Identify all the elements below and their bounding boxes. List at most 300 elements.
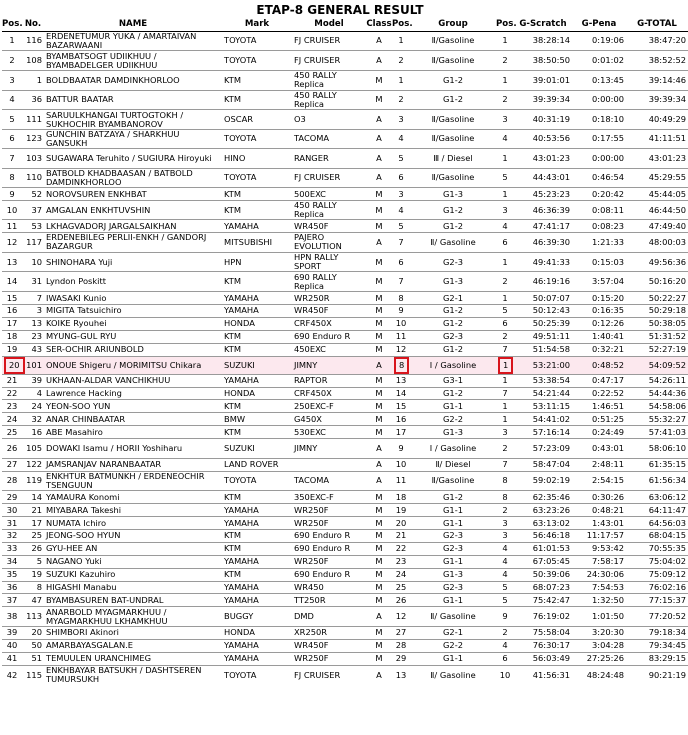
cell-name: MIYABARA Takeshi [44, 504, 222, 517]
cell-g-pena: 24:30:06 [572, 568, 626, 581]
cell-mark: TOYOTA [222, 168, 292, 188]
cell-pos: 5 [2, 110, 22, 130]
cell-group: G2-2 [410, 413, 496, 426]
cell-no: 39 [22, 374, 44, 387]
cell-no: 14 [22, 491, 44, 504]
cell-class: M [366, 252, 392, 272]
cell-g-pena: 0:18:10 [572, 110, 626, 130]
table-body [2, 31, 688, 685]
cell-model: FJ CRUISER [292, 665, 366, 685]
cell-pos: 42 [2, 665, 22, 685]
cell-pos: 34 [2, 555, 22, 568]
results-table [2, 17, 688, 685]
cell-mark: YAMAHA [222, 305, 292, 318]
cell-class-pos: 3 [392, 188, 410, 201]
cell-g-scratch: 57:16:14 [514, 426, 572, 439]
cell-name: NOROVSUREN ENKHBAT [44, 188, 222, 201]
cell-class: A [366, 233, 392, 253]
cell-g-total: 54:44:36 [626, 387, 688, 400]
cell-name: DOWAKI Isamu / HORII Yoshiharu [44, 439, 222, 459]
cell-group-pos: 1 [496, 31, 514, 51]
cell-model: WR450F [292, 639, 366, 652]
cell-pos: 9 [2, 188, 22, 201]
cell-no: 13 [22, 317, 44, 330]
cell-no: 10 [22, 252, 44, 272]
cell-g-total: 45:29:55 [626, 168, 688, 188]
cell-model: WR450F [292, 220, 366, 233]
cell-group-pos: 2 [496, 272, 514, 292]
table-row [2, 387, 688, 400]
cell-no: 23 [22, 330, 44, 343]
cell-g-scratch: 76:30:17 [514, 639, 572, 652]
table-row [2, 343, 688, 356]
cell-no: 119 [22, 471, 44, 491]
cell-pos: 8 [2, 168, 22, 188]
cell-g-scratch: 53:38:54 [514, 374, 572, 387]
cell-g-pena: 0:47:17 [572, 374, 626, 387]
cell-name: ENKHTUR BATMUNKH / ERDENEOCHIR TSENGUUN [44, 471, 222, 491]
cell-group-pos: 2 [496, 439, 514, 459]
cell-mark: KTM [222, 568, 292, 581]
cell-g-pena: 7:58:17 [572, 555, 626, 568]
cell-group-pos: 5 [496, 168, 514, 188]
cell-group-pos: 1 [496, 400, 514, 413]
cell-group: G2-1 [410, 292, 496, 305]
cell-class-pos: 2 [392, 51, 410, 71]
cell-model: WR450F [292, 305, 366, 318]
cell-g-scratch: 53:21:00 [514, 356, 572, 374]
cell-name: JEONG-SOO HYUN [44, 530, 222, 543]
cell-g-pena: 2:54:15 [572, 471, 626, 491]
cell-mark: YAMAHA [222, 517, 292, 530]
cell-g-total: 79:34:45 [626, 639, 688, 652]
cell-class-pos: 13 [392, 374, 410, 387]
cell-class: A [366, 51, 392, 71]
cell-g-total: 47:49:40 [626, 220, 688, 233]
cell-group-pos: 9 [496, 607, 514, 627]
table-row [2, 581, 688, 594]
cell-group-pos: 3 [496, 110, 514, 130]
cell-pos: 31 [2, 517, 22, 530]
cell-g-total: 77:20:52 [626, 607, 688, 627]
cell-group-pos: 4 [496, 639, 514, 652]
cell-g-scratch: 62:35:46 [514, 491, 572, 504]
cell-group: Ⅱ/Gasoline [410, 168, 496, 188]
cell-group-pos: 1 [496, 148, 514, 168]
cell-name: YEON-SOO YUN [44, 400, 222, 413]
table-row [2, 129, 688, 148]
cell-mark: KTM [222, 530, 292, 543]
cell-g-pena: 1:01:50 [572, 607, 626, 627]
cell-group-pos: 1 [496, 188, 514, 201]
cell-group: G2-1 [410, 627, 496, 640]
cell-mark: YAMAHA [222, 581, 292, 594]
cell-g-total: 46:44:50 [626, 201, 688, 220]
cell-pos: 21 [2, 374, 22, 387]
cell-class-pos: 12 [392, 343, 410, 356]
cell-mark: KTM [222, 400, 292, 413]
table-row [2, 305, 688, 318]
cell-group: G1-2 [410, 491, 496, 504]
cell-group: Ⅱ/ Diesel [410, 458, 496, 471]
cell-model: JIMNY [292, 356, 366, 374]
cell-no: 113 [22, 607, 44, 627]
cell-pos: 30 [2, 504, 22, 517]
cell-no: 19 [22, 568, 44, 581]
cell-class: A [366, 129, 392, 148]
cell-group: G1-2 [410, 305, 496, 318]
cell-g-scratch: 63:13:02 [514, 517, 572, 530]
cell-class: M [366, 413, 392, 426]
cell-class-pos: 11 [392, 471, 410, 491]
cell-g-scratch: 46:19:16 [514, 272, 572, 292]
table-row [2, 317, 688, 330]
cell-g-scratch: 43:01:23 [514, 148, 572, 168]
cell-name: YAMAURA Konomi [44, 491, 222, 504]
cell-g-total: 58:06:10 [626, 439, 688, 459]
cell-no: 105 [22, 439, 44, 459]
cell-class: A [366, 148, 392, 168]
cell-group: G2-3 [410, 530, 496, 543]
cell-pos: 1 [2, 31, 22, 51]
cell-g-total: 54:58:06 [626, 400, 688, 413]
cell-pos: 23 [2, 400, 22, 413]
cell-pos: 35 [2, 568, 22, 581]
cell-no: 8 [22, 581, 44, 594]
cell-class-pos: 20 [392, 517, 410, 530]
cell-group: G1-2 [410, 317, 496, 330]
cell-mark: KTM [222, 491, 292, 504]
cell-g-scratch: 46:39:30 [514, 233, 572, 253]
cell-group: G1-3 [410, 272, 496, 292]
cell-pos: 38 [2, 607, 22, 627]
cell-g-total: 61:35:15 [626, 458, 688, 471]
cell-g-scratch: 50:39:06 [514, 568, 572, 581]
cell-no: 31 [22, 272, 44, 292]
cell-name: MIGITA Tatsuichiro [44, 305, 222, 318]
cell-group: G2-3 [410, 542, 496, 555]
cell-name: IWASAKI Kunio [44, 292, 222, 305]
cell-g-scratch: 75:42:47 [514, 594, 572, 607]
table-row [2, 568, 688, 581]
cell-g-total: 64:56:03 [626, 517, 688, 530]
cell-class: M [366, 305, 392, 318]
cell-g-scratch: 38:50:50 [514, 51, 572, 71]
cell-class: A [366, 471, 392, 491]
header-name: NAME [44, 17, 222, 31]
cell-class-pos: 17 [392, 426, 410, 439]
cell-g-pena: 0:20:42 [572, 188, 626, 201]
cell-class-pos: 26 [392, 594, 410, 607]
cell-name: GUNCHIN BATZAYA / SHARKHUU GANSUKH [44, 129, 222, 148]
cell-g-total: 39:14:46 [626, 70, 688, 90]
cell-group: G1-1 [410, 594, 496, 607]
cell-g-scratch: 56:46:18 [514, 530, 572, 543]
cell-model: 500EXC [292, 188, 366, 201]
cell-group-pos: 4 [496, 542, 514, 555]
cell-g-scratch: 49:41:33 [514, 252, 572, 272]
cell-g-total: 75:09:12 [626, 568, 688, 581]
cell-no: 47 [22, 594, 44, 607]
cell-class-pos: 28 [392, 639, 410, 652]
cell-no: 50 [22, 639, 44, 652]
cell-group-pos: 2 [496, 504, 514, 517]
cell-group: Ⅱ/ Gasoline [410, 607, 496, 627]
cell-g-pena: 0:15:20 [572, 292, 626, 305]
cell-class-pos [392, 356, 410, 374]
cell-g-pena: 0:30:26 [572, 491, 626, 504]
cell-name: HIGASHI Manabu [44, 581, 222, 594]
table-row [2, 413, 688, 426]
cell-no: 4 [22, 387, 44, 400]
cell-group: G1-1 [410, 400, 496, 413]
cell-model: 690 Enduro R [292, 568, 366, 581]
cell-g-total: 54:09:52 [626, 356, 688, 374]
cell-g-total: 40:49:29 [626, 110, 688, 130]
cell-g-pena: 1:43:01 [572, 517, 626, 530]
cell-mark: KTM [222, 70, 292, 90]
cell-mark: KTM [222, 330, 292, 343]
cell-name: BOLDBAATAR DAMDINKHORLOO [44, 70, 222, 90]
cell-g-pena: 0:22:52 [572, 387, 626, 400]
cell-g-pena: 3:04:28 [572, 639, 626, 652]
cell-g-total: 50:38:05 [626, 317, 688, 330]
cell-model: 250EXC-F [292, 400, 366, 413]
cell-g-total: 76:02:16 [626, 581, 688, 594]
cell-group-pos: 6 [496, 233, 514, 253]
table-row [2, 652, 688, 665]
cell-class: A [366, 439, 392, 459]
cell-mark: KTM [222, 542, 292, 555]
cell-g-scratch: 45:23:23 [514, 188, 572, 201]
cell-group: G1-1 [410, 652, 496, 665]
table-row [2, 168, 688, 188]
table-row [2, 439, 688, 459]
cell-group-pos: 1 [496, 413, 514, 426]
table-row [2, 374, 688, 387]
cell-group: G2-3 [410, 581, 496, 594]
cell-g-scratch: 56:03:49 [514, 652, 572, 665]
cell-g-total: 75:04:02 [626, 555, 688, 568]
cell-model: 450 RALLY Replica [292, 70, 366, 90]
cell-class: M [366, 201, 392, 220]
cell-class: M [366, 292, 392, 305]
cell-no: 36 [22, 90, 44, 110]
cell-g-pena: 0:43:01 [572, 439, 626, 459]
cell-g-pena: 0:17:55 [572, 129, 626, 148]
cell-class-pos: 29 [392, 652, 410, 665]
cell-pos: 4 [2, 90, 22, 110]
cell-group-pos: 3 [496, 517, 514, 530]
cell-class-pos: 4 [392, 201, 410, 220]
cell-name: ANARBOLD MYAGMARKHUU / MYAGMARKHUU LKHAMKHUU [44, 607, 222, 627]
cell-model: 690 Enduro R [292, 530, 366, 543]
cell-g-scratch: 38:28:14 [514, 31, 572, 51]
cell-model: DMD [292, 607, 366, 627]
cell-g-pena: 48:24:48 [572, 665, 626, 685]
cell-g-scratch: 54:21:44 [514, 387, 572, 400]
cell-pos: 16 [2, 305, 22, 318]
cell-group-pos: 2 [496, 330, 514, 343]
cell-group: G2-3 [410, 252, 496, 272]
cell-model: PAJERO EVOLUTION [292, 233, 366, 253]
table-row [2, 292, 688, 305]
cell-g-scratch: 51:54:58 [514, 343, 572, 356]
cell-g-scratch: 39:39:34 [514, 90, 572, 110]
cell-name: BYAMBASUREN BAT-UNDRAL [44, 594, 222, 607]
cell-class: M [366, 400, 392, 413]
cell-class-pos: 7 [392, 272, 410, 292]
cell-mark: YAMAHA [222, 555, 292, 568]
cell-pos: 2 [2, 51, 22, 71]
cell-class: A [366, 665, 392, 685]
cell-g-total: 55:32:27 [626, 413, 688, 426]
cell-class-pos: 21 [392, 530, 410, 543]
table-row [2, 70, 688, 90]
cell-group-pos [496, 356, 514, 374]
cell-g-scratch: 39:01:01 [514, 70, 572, 90]
cell-no: 111 [22, 110, 44, 130]
cell-g-total: 79:18:34 [626, 627, 688, 640]
cell-mark: MITSUBISHI [222, 233, 292, 253]
table-row [2, 517, 688, 530]
cell-mark: KTM [222, 201, 292, 220]
cell-mark: LAND ROVER [222, 458, 292, 471]
cell-class-pos: 22 [392, 542, 410, 555]
cell-mark: HONDA [222, 627, 292, 640]
cell-group-pos: 5 [496, 305, 514, 318]
header-group-pos: Pos. [496, 17, 514, 31]
cell-pos: 6 [2, 129, 22, 148]
cell-g-scratch: 53:11:15 [514, 400, 572, 413]
cell-class-pos: 13 [392, 665, 410, 685]
cell-mark: YAMAHA [222, 220, 292, 233]
cell-g-scratch: 46:36:39 [514, 201, 572, 220]
cell-name: SHIMBORI Akinori [44, 627, 222, 640]
cell-g-pena: 0:46:54 [572, 168, 626, 188]
cell-g-total: 50:29:18 [626, 305, 688, 318]
cell-name: NAGANO Yuki [44, 555, 222, 568]
cell-group: G1-2 [410, 90, 496, 110]
cell-class: M [366, 581, 392, 594]
cell-mark: TOYOTA [222, 471, 292, 491]
cell-g-total: 49:56:36 [626, 252, 688, 272]
cell-name: MYUNG-GUL RYU [44, 330, 222, 343]
cell-model: O3 [292, 110, 366, 130]
header-mark: Mark [222, 17, 292, 31]
cell-g-total: 61:56:34 [626, 471, 688, 491]
table-row [2, 594, 688, 607]
cell-group-pos: 2 [496, 627, 514, 640]
cell-pos: 13 [2, 252, 22, 272]
cell-g-total: 64:11:47 [626, 504, 688, 517]
cell-g-pena: 0:24:49 [572, 426, 626, 439]
cell-g-scratch: 49:51:11 [514, 330, 572, 343]
cell-mark: TOYOTA [222, 665, 292, 685]
cell-g-total: 51:31:52 [626, 330, 688, 343]
cell-no: 103 [22, 148, 44, 168]
cell-pos: 17 [2, 317, 22, 330]
page-title: ETAP-8 GENERAL RESULT [256, 3, 424, 17]
cell-g-total: 54:26:11 [626, 374, 688, 387]
cell-group-pos: 4 [496, 129, 514, 148]
cell-no: 1 [22, 70, 44, 90]
cell-g-pena: 0:00:00 [572, 90, 626, 110]
cell-g-scratch: 40:31:19 [514, 110, 572, 130]
cell-class: M [366, 387, 392, 400]
cell-group: G1-3 [410, 188, 496, 201]
cell-model: 690 Enduro R [292, 542, 366, 555]
cell-g-pena: 1:32:50 [572, 594, 626, 607]
cell-class-pos: 3 [392, 110, 410, 130]
cell-no: 26 [22, 542, 44, 555]
cell-group: G3-1 [410, 374, 496, 387]
cell-pos: 14 [2, 272, 22, 292]
cell-no: 117 [22, 233, 44, 253]
cell-no: 123 [22, 129, 44, 148]
cell-no: 5 [22, 555, 44, 568]
cell-name: SUZUKI Kazuhiro [44, 568, 222, 581]
cell-group-pos: 8 [496, 471, 514, 491]
cell-name: KOIKE Ryouhei [44, 317, 222, 330]
cell-g-total: 50:22:27 [626, 292, 688, 305]
cell-g-scratch: 58:47:04 [514, 458, 572, 471]
table-row [2, 530, 688, 543]
cell-model: 690 RALLY Replica [292, 272, 366, 292]
cell-no: 25 [22, 530, 44, 543]
table-row [2, 51, 688, 71]
cell-group: G1-3 [410, 568, 496, 581]
cell-g-pena: 9:53:42 [572, 542, 626, 555]
cell-class-pos: 9 [392, 439, 410, 459]
highlight-box: 1 [498, 357, 513, 374]
cell-pos: 29 [2, 491, 22, 504]
cell-class: M [366, 530, 392, 543]
cell-mark: SUZUKI [222, 439, 292, 459]
cell-g-pena: 0:01:02 [572, 51, 626, 71]
table-row [2, 201, 688, 220]
cell-pos: 11 [2, 220, 22, 233]
cell-name: JAMSRANJAV NARANBAATAR [44, 458, 222, 471]
cell-class: M [366, 330, 392, 343]
cell-model: WR250F [292, 504, 366, 517]
cell-pos: 24 [2, 413, 22, 426]
cell-model: 690 Enduro R [292, 330, 366, 343]
cell-name: ENKHBAYAR BATSUKH / DASHTSEREN TUMURSUKH [44, 665, 222, 685]
cell-model: 450 RALLY Replica [292, 201, 366, 220]
cell-group: G1-2 [410, 70, 496, 90]
cell-group: Ⅱ/Gasoline [410, 31, 496, 51]
cell-g-total: 45:44:05 [626, 188, 688, 201]
cell-group-pos: 10 [496, 665, 514, 685]
cell-group-pos: 1 [496, 252, 514, 272]
cell-class: A [366, 458, 392, 471]
cell-mark: KTM [222, 90, 292, 110]
cell-class: A [366, 31, 392, 51]
cell-no: 43 [22, 343, 44, 356]
cell-name: ANAR CHINBAATAR [44, 413, 222, 426]
cell-g-scratch: 41:56:31 [514, 665, 572, 685]
cell-group-pos: 8 [496, 491, 514, 504]
cell-g-pena: 0:00:00 [572, 148, 626, 168]
cell-name: ABE Masahiro [44, 426, 222, 439]
cell-model: WR250F [292, 555, 366, 568]
header-group: Group [410, 17, 496, 31]
cell-mark: TOYOTA [222, 129, 292, 148]
cell-group: Ⅱ/ Gasoline [410, 665, 496, 685]
cell-name: LKHAGVADORJ JARGALSAIKHAN [44, 220, 222, 233]
cell-class-pos: 8 [392, 292, 410, 305]
